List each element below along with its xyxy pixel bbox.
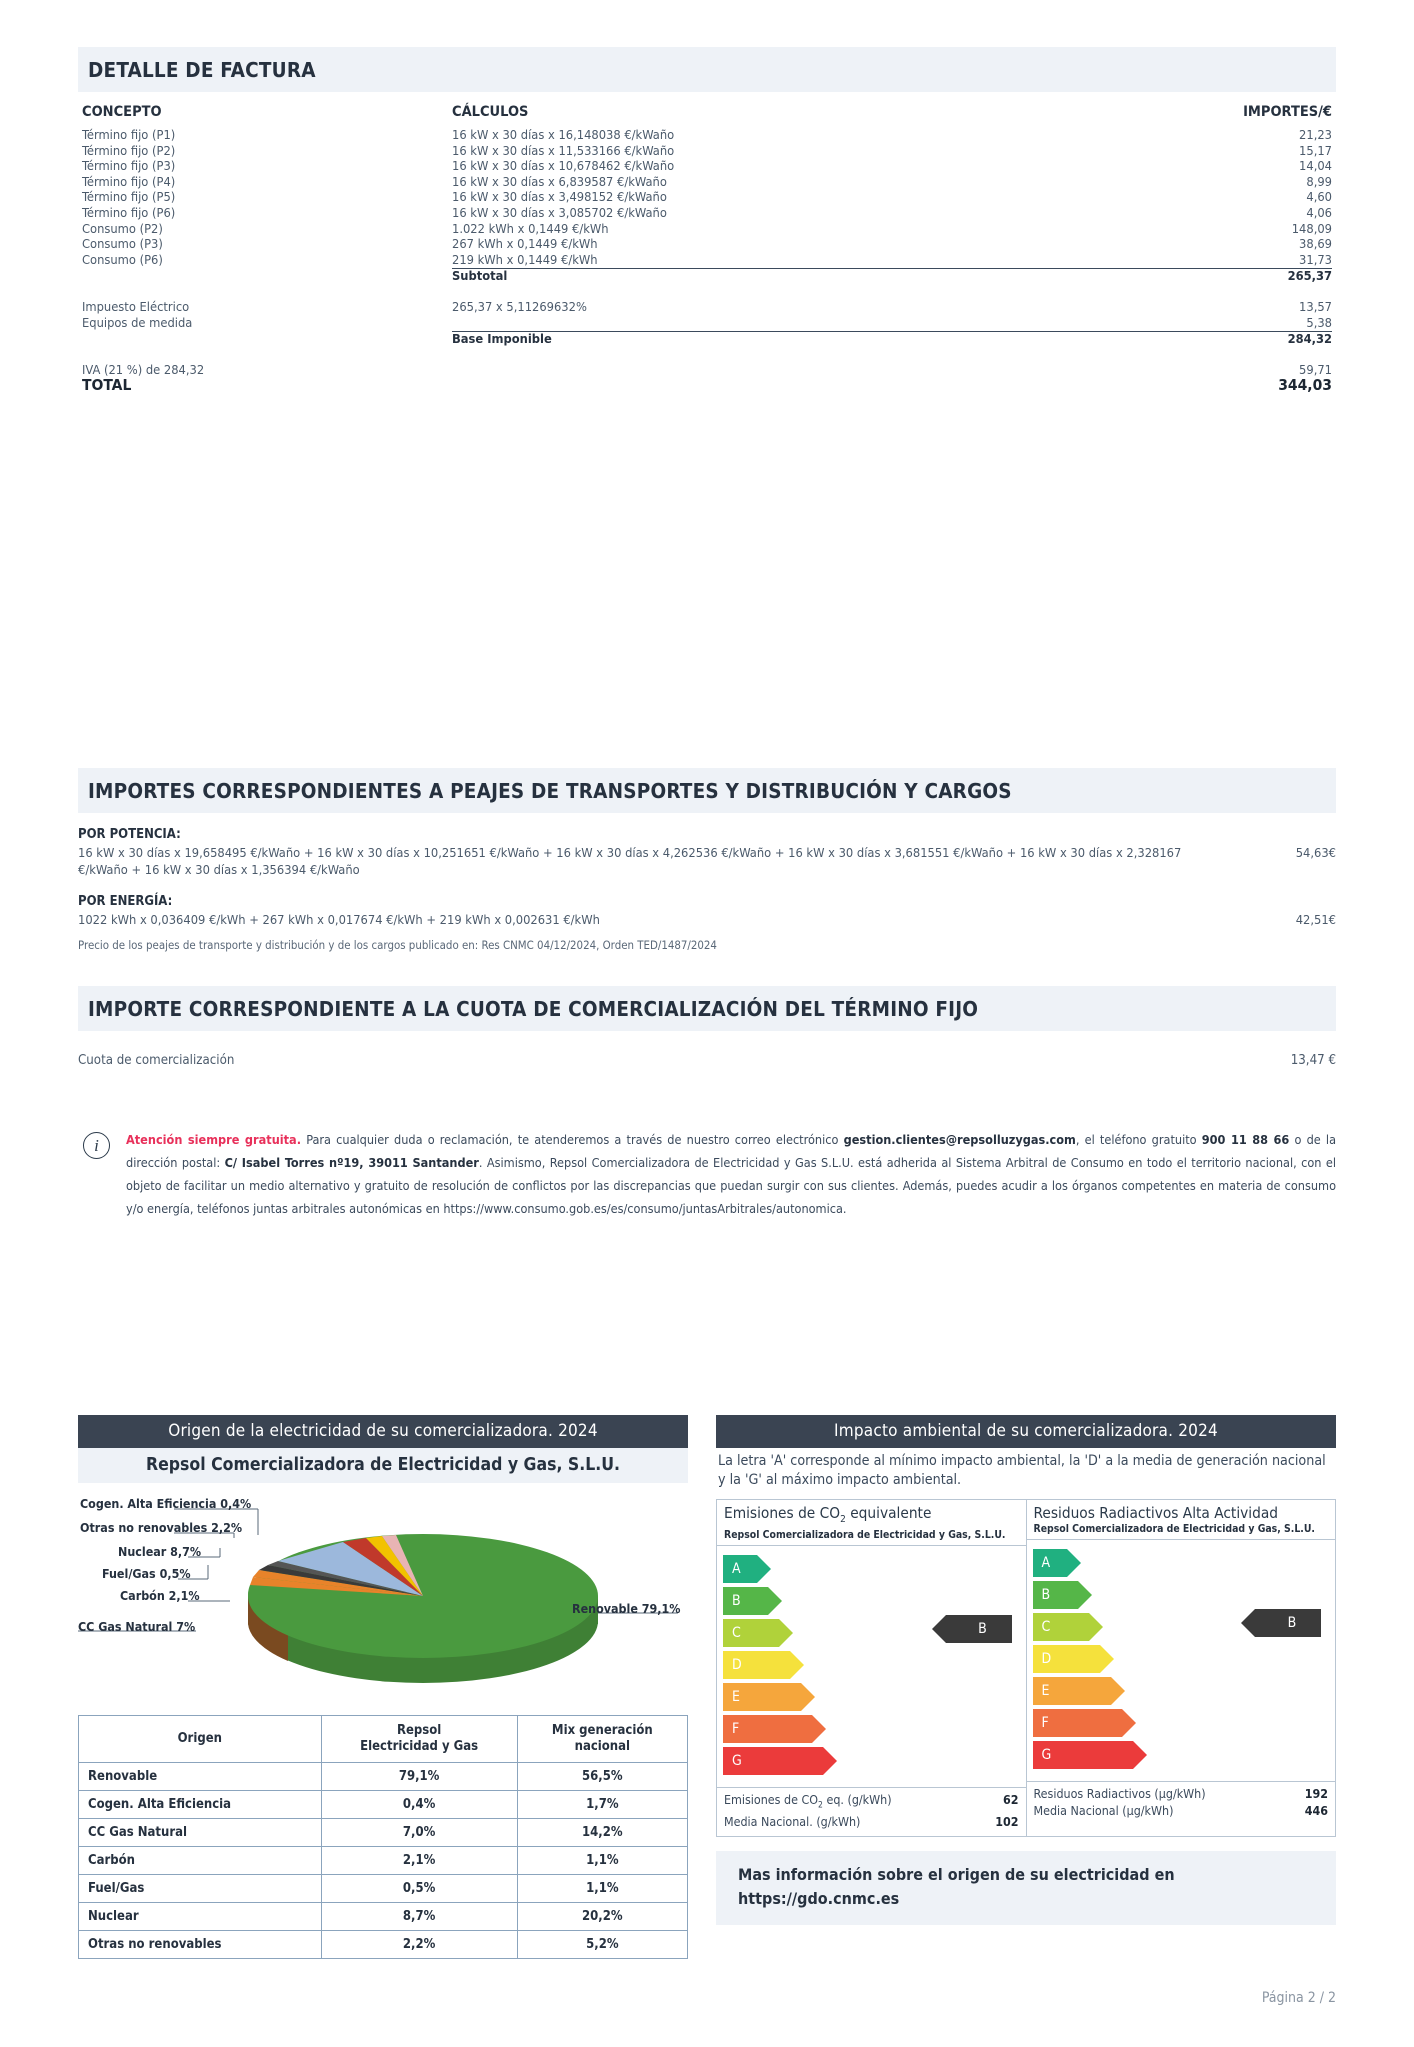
- origen-cell-name: Otras no renovables: [79, 1931, 322, 1959]
- invoice-page-2: [0, 47, 1414, 2047]
- detail-calculo: 1.022 kWh x 0,1449 €/kWh: [452, 221, 609, 237]
- more-info-box: Mas información sobre el origen de su electricidad en https://gdo.cnmc.es: [716, 1851, 1336, 1925]
- detail-calculo: 16 kW x 30 días x 10,678462 €/kWaño: [452, 159, 675, 175]
- pie-label-renovable: Renovable 79,1%: [572, 1601, 681, 1616]
- eco-bar-letter: D: [1041, 1651, 1052, 1667]
- eco-labels-grid: [716, 1499, 1336, 1837]
- origen-cell-name: CC Gas Natural: [79, 1819, 322, 1847]
- origen-cell-nacional: 20,2%: [517, 1903, 687, 1931]
- detail-row: [78, 159, 1336, 175]
- eco-grade-row-f-co2: [723, 1715, 1020, 1743]
- eco-col-residuos: [1026, 1500, 1336, 1836]
- detail-spacer: [78, 285, 1336, 300]
- origen-th-repsol-l2: Electricidad y Gas: [360, 1739, 479, 1754]
- detail-importe: 21,23: [1299, 128, 1332, 143]
- table-row: [79, 1931, 688, 1959]
- table-row: [79, 1847, 688, 1875]
- eco-grade-row-a-residuos: [1033, 1549, 1330, 1577]
- potencia-formula: 16 kW x 30 días x 19,658495 €/kWaño + 16 kW x 30 días x 10,251651 €/kWaño + 16 kW x 30 días x 4,262536 €/kWaño + 16 kW x 30 días x 3,681551 €/kWaño + 16 kW x 30 días x 2,328167 €/kWaño + 16 kW x 30 días x 1,356394 €/kWaño: [78, 845, 1182, 879]
- customer-notice: [78, 1128, 1336, 1220]
- eco-bar-a: [723, 1555, 757, 1583]
- detail-concepto: Término fijo (P5): [82, 190, 176, 206]
- origen-cell-repsol: 8,7%: [321, 1903, 517, 1931]
- impacto-bar-title: Impacto ambiental de su comercializadora. 2024: [716, 1415, 1336, 1448]
- detail-importe: 59,71: [1299, 362, 1332, 378]
- eco-bar-letter: F: [732, 1721, 740, 1738]
- notice-highlight: Atención siempre gratuita.: [126, 1132, 302, 1148]
- eco-head-co2: [717, 1500, 1026, 1546]
- detail-calculo: 267 kWh x 0,1449 €/kWh: [452, 237, 598, 253]
- eco-row-co2-media: [724, 1814, 1019, 1831]
- detail-concepto: Equipos de medida: [82, 315, 193, 331]
- detail-importe: 13,57: [1299, 299, 1332, 315]
- origen-th-repsol-l1: Repsol: [396, 1723, 442, 1738]
- pie-label-otras: Otras no renovables 2,2%: [80, 1520, 243, 1535]
- section-title-cuota: IMPORTE CORRESPONDIENTE A LA CUOTA DE COMERCIALIZACIÓN DEL TÉRMINO FIJO: [78, 986, 1336, 1031]
- eco-bar-c: [723, 1619, 779, 1647]
- detail-row: [78, 253, 1336, 270]
- detail-importe: 15,17: [1299, 143, 1332, 159]
- detail-row: [78, 237, 1336, 253]
- eco-title-residuos: Residuos Radiactivos Alta Actividad: [1033, 1504, 1279, 1522]
- origen-cell-name: Carbón: [79, 1847, 322, 1875]
- notice-t1: Para cualquier duda o reclamación, te atenderemos a través de nuestro correo electrónico: [301, 1132, 844, 1148]
- peajes-note: Precio de los peajes de transporte y distribución y de los cargos publicado en: Res CNMC 04/12/2024, Orden TED/1487/2024: [78, 938, 717, 953]
- detail-row: [78, 128, 1336, 144]
- label-por-potencia: POR POTENCIA:: [78, 826, 181, 842]
- page-number: Página 2 / 2: [1261, 1990, 1336, 2006]
- eco-scale-co2: [717, 1546, 1026, 1787]
- origen-th-nacional-l2: nacional: [574, 1739, 631, 1754]
- eco-grade-row-e-residuos: [1033, 1677, 1330, 1705]
- eco-grade-row-c-co2: [723, 1619, 1020, 1647]
- eco-value-co2: 62: [1002, 1792, 1019, 1808]
- detail-concepto: TOTAL: [82, 376, 132, 395]
- eco-col-co2: [717, 1500, 1026, 1836]
- detail-importe: 14,04: [1299, 159, 1332, 175]
- detail-calculo: [452, 363, 1152, 379]
- cuota-section: [78, 986, 1336, 1068]
- detail-concepto: Consumo (P2): [82, 221, 163, 237]
- detail-calculo: Base Imponible: [452, 332, 552, 348]
- detail-calculo: 16 kW x 30 días x 3,498152 €/kWaño: [452, 190, 667, 206]
- detail-concepto: Término fijo (P2): [82, 143, 176, 159]
- detail-calculo: 219 kWh x 0,1449 €/kWh: [452, 253, 1152, 270]
- detail-concepto: Consumo (P6): [82, 252, 163, 268]
- impacto-panel: [716, 1415, 1336, 1959]
- origen-table: [78, 1715, 688, 1959]
- detail-concepto: Término fijo (P4): [82, 174, 176, 190]
- eco-grade-row-g-co2: [723, 1747, 1020, 1775]
- detail-concepto: Término fijo (P6): [82, 205, 176, 221]
- detail-concepto: Consumo (P3): [82, 237, 163, 253]
- detail-concepto: [82, 269, 452, 285]
- detail-importe: 4,60: [1306, 190, 1332, 206]
- eco-bar-e: [1033, 1677, 1111, 1705]
- origen-cell-repsol: 2,1%: [321, 1847, 517, 1875]
- bottom-panels: [78, 1415, 1336, 1959]
- eco-bar-letter: A: [1041, 1555, 1051, 1571]
- pie-label-nuclear: Nuclear 8,7%: [118, 1544, 202, 1559]
- eco-foot-residuos: [1027, 1781, 1336, 1824]
- eco-row-res-media: [1034, 1803, 1329, 1820]
- detail-importe: 284,32: [1287, 332, 1332, 348]
- detail-concepto: Término fijo (P1): [82, 128, 176, 143]
- detail-row: [78, 206, 1336, 222]
- detail-importe: 265,37: [1287, 269, 1332, 285]
- notice-email: gestion.clientes@repsolluzygas.com: [843, 1132, 1076, 1148]
- origen-bar-title: Origen de la electricidad de su comercializadora. 2024: [78, 1415, 688, 1448]
- detail-calculo: Subtotal: [452, 269, 508, 285]
- origen-panel: [78, 1415, 688, 1959]
- cuota-amount: 13,47 €: [1290, 1053, 1336, 1069]
- eco-bar-a: [1033, 1549, 1067, 1577]
- eco-bar-letter: G: [732, 1753, 742, 1770]
- energia-formula: 1022 kWh x 0,036409 €/kWh + 267 kWh x 0,017674 €/kWh + 219 kWh x 0,002631 €/kWh: [78, 912, 600, 928]
- eco-bar-b: [723, 1587, 768, 1615]
- origen-table-header-row: [79, 1716, 688, 1763]
- origen-cell-name: Nuclear: [79, 1903, 322, 1931]
- origen-cell-repsol: 0,5%: [321, 1875, 517, 1903]
- detail-concepto: Impuesto Eléctrico: [82, 299, 190, 315]
- eco-label-res-media: Media Nacional (µg/kWh): [1033, 1802, 1174, 1818]
- label-por-energia: POR ENERGÍA:: [78, 893, 173, 909]
- table-row: [79, 1819, 688, 1847]
- detail-concepto: Término fijo (P3): [82, 159, 176, 175]
- eco-scale-residuos: [1027, 1540, 1336, 1781]
- eco-bar-letter: C: [1041, 1619, 1051, 1635]
- origen-cell-repsol: 2,2%: [321, 1931, 517, 1959]
- detail-calculo: 16 kW x 30 días x 16,148038 €/kWaño: [452, 128, 675, 143]
- eco-bar-c: [1033, 1613, 1089, 1641]
- detail-row: [78, 175, 1336, 191]
- origen-cell-repsol: 7,0%: [321, 1819, 517, 1847]
- eco-bar-g: [1033, 1741, 1133, 1769]
- header-calculos: CÁLCULOS: [452, 104, 529, 120]
- impacto-description: La letra 'A' corresponde al mínimo impacto ambiental, la 'D' a la media de generación nacional y la 'G' al máximo impacto ambiental.: [718, 1453, 1326, 1488]
- origen-cell-nacional: 5,2%: [517, 1931, 687, 1959]
- peajes-section: [78, 768, 1336, 953]
- eco-media-co2: 102: [995, 1814, 1019, 1830]
- notice-t2: , el teléfono gratuito: [1075, 1132, 1202, 1148]
- origen-table-body: [79, 1763, 688, 1959]
- eco-label-co2-value: Emisiones de $CO_2$ eq. (g/kWh): [724, 1792, 892, 1811]
- eco-bar-letter: D: [732, 1657, 742, 1674]
- notice-phone: 900 11 88 66: [1201, 1132, 1290, 1148]
- eco-grade-row-e-co2: [723, 1683, 1020, 1711]
- detail-calculo: [452, 316, 1152, 333]
- eco-company-co2: Repsol Comercializadora de Electricidad y Gas, S.L.U.: [724, 1529, 1006, 1542]
- eco-head-residuos: [1027, 1500, 1336, 1540]
- eco-grade-row-d-residuos: [1033, 1645, 1330, 1673]
- detail-calculo: 16 kW x 30 días x 11,533166 €/kWaño: [452, 143, 675, 159]
- eco-grade-marker-residuos: B: [1255, 1609, 1321, 1637]
- eco-bar-letter: E: [732, 1689, 740, 1706]
- origen-pie-chart: [78, 1491, 688, 1701]
- detail-row: [78, 190, 1336, 206]
- origen-cell-nacional: 1,1%: [517, 1847, 687, 1875]
- origen-cell-name: Cogen. Alta Eficiencia: [79, 1791, 322, 1819]
- header-concepto: CONCEPTO: [82, 104, 162, 120]
- eco-bar-letter: B: [1041, 1587, 1051, 1603]
- origen-th-repsol: [321, 1716, 517, 1763]
- detail-importe: 5,38: [1152, 316, 1332, 333]
- detail-importe: 31,73: [1152, 253, 1332, 270]
- eco-grade-row-b-residuos: [1033, 1581, 1330, 1631]
- eco-bar-e: [723, 1683, 801, 1711]
- eco-row-res-value: [1034, 1786, 1329, 1803]
- invoice-detail-section: [78, 47, 1336, 394]
- origen-cell-nacional: 1,7%: [517, 1791, 687, 1819]
- notice-address: C/ Isabel Torres nº19, 39011 Santander: [224, 1155, 479, 1171]
- eco-grade-row-d-co2: [723, 1651, 1020, 1679]
- pie-label-carbon: Carbón 2,1%: [120, 1588, 200, 1603]
- detail-row: [78, 269, 1336, 285]
- table-row: [79, 1875, 688, 1903]
- detail-calculo: 265,37 x 5,11269632%: [452, 299, 587, 315]
- eco-bar-letter: F: [1041, 1715, 1049, 1731]
- eco-grade-marker-co2: B: [946, 1615, 1012, 1643]
- detail-importe: 8,99: [1306, 174, 1332, 190]
- eco-bar-f: [1033, 1709, 1122, 1737]
- potencia-amount: 54,63€: [1295, 845, 1336, 861]
- origen-cell-nacional: 1,1%: [517, 1875, 687, 1903]
- eco-bar-g: [723, 1747, 823, 1775]
- eco-grade-row-c-residuos: [1033, 1613, 1330, 1641]
- eco-grade-row-f-residuos: [1033, 1709, 1330, 1737]
- section-title-detalle: DETALLE DE FACTURA: [78, 47, 1336, 92]
- pie-label-cogen: Cogen. Alta Eficiencia 0,4%: [80, 1496, 252, 1511]
- origen-cell-repsol: 79,1%: [321, 1763, 517, 1791]
- notice-text: [126, 1128, 1336, 1220]
- table-row: [79, 1791, 688, 1819]
- detail-calculo: 16 kW x 30 días x 3,085702 €/kWaño: [452, 205, 667, 221]
- detail-row: [78, 378, 1336, 394]
- eco-grade-row-b-co2: [723, 1587, 1020, 1638]
- eco-grade-row-g-residuos: [1033, 1741, 1330, 1769]
- detail-row: [78, 300, 1336, 316]
- energia-row: [78, 912, 1336, 930]
- info-icon: [83, 1132, 110, 1159]
- origen-cell-name: Renovable: [79, 1763, 322, 1791]
- eco-bar-letter: G: [1041, 1747, 1052, 1763]
- eco-bar-letter: C: [732, 1625, 741, 1642]
- detail-rows: [78, 128, 1336, 394]
- eco-company-residuos: Repsol Comercializadora de Electricidad y Gas, S.L.U.: [1033, 1523, 1315, 1535]
- detail-importe: 344,03: [1278, 376, 1332, 395]
- detail-concepto: IVA (21 %) de 284,32: [82, 362, 205, 378]
- detail-importe: 4,06: [1306, 205, 1332, 221]
- detail-column-headers: [78, 104, 1336, 120]
- origen-company: Repsol Comercializadora de Electricidad y Gas, S.L.U.: [78, 1448, 688, 1483]
- table-row: [79, 1763, 688, 1791]
- eco-value-res: 192: [1304, 1786, 1328, 1801]
- detail-row: [78, 332, 1336, 348]
- origen-th-nacional: [517, 1716, 687, 1763]
- notice-t3: o de la dirección postal:: [126, 1132, 1337, 1171]
- detail-calculo: [452, 378, 1152, 394]
- detail-row: [78, 363, 1336, 379]
- table-row: [79, 1903, 688, 1931]
- cuota-label: Cuota de comercialización: [78, 1053, 235, 1069]
- section-title-peajes: IMPORTES CORRESPONDIENTES A PEAJES DE TRANSPORTES Y DISTRIBUCIÓN Y CARGOS: [78, 768, 1336, 813]
- eco-bar-d: [723, 1651, 790, 1679]
- origen-cell-name: Fuel/Gas: [79, 1875, 322, 1903]
- eco-bar-f: [723, 1715, 812, 1743]
- detail-calculo: 16 kW x 30 días x 6,839587 €/kWaño: [452, 174, 667, 190]
- eco-bar-d: [1033, 1645, 1100, 1673]
- detail-row: [78, 144, 1336, 160]
- origen-th-origen: Origen: [79, 1716, 322, 1763]
- energia-amount: 42,51€: [1295, 912, 1336, 928]
- origen-cell-nacional: 56,5%: [517, 1763, 687, 1791]
- eco-grade-row-a-co2: [723, 1555, 1020, 1583]
- detail-spacer: [78, 348, 1336, 363]
- eco-row-co2-value: [724, 1792, 1019, 1814]
- eco-media-res: 446: [1304, 1802, 1328, 1818]
- origen-th-nacional-l1: Mix generación: [551, 1723, 653, 1738]
- eco-bar-b: [1033, 1581, 1078, 1609]
- eco-bar-letter: B: [732, 1593, 741, 1610]
- pie-label-fuelgas: Fuel/Gas 0,5%: [102, 1566, 191, 1581]
- cuota-row: [78, 1053, 1336, 1068]
- potencia-row: [78, 845, 1336, 880]
- origen-cell-repsol: 0,4%: [321, 1791, 517, 1819]
- eco-label-res-value: Residuos Radiactivos (µg/kWh): [1033, 1786, 1206, 1801]
- detail-importe: 148,09: [1291, 221, 1332, 237]
- eco-title-co2: Emisiones de $CO_2$ equivalente: [724, 1504, 932, 1526]
- detail-row: [78, 316, 1336, 333]
- detail-importe: 38,69: [1299, 237, 1332, 253]
- eco-bar-letter: A: [732, 1561, 741, 1578]
- header-importes: IMPORTES/€: [1243, 104, 1332, 120]
- detail-row: [78, 222, 1336, 238]
- eco-bar-letter: E: [1041, 1683, 1050, 1699]
- detail-concepto: [82, 332, 452, 348]
- eco-foot-co2: [717, 1787, 1026, 1835]
- origen-cell-nacional: 14,2%: [517, 1819, 687, 1847]
- notice-t4: . Asimismo, Repsol Comercializadora de Electricidad y Gas S.L.U. está adherida al Sistema Arbitral de Consumo en todo el territorio nacional, con el objeto de facilitar un medio alternativo y gratuito de resolución de conflictos por las discrepancias que puedan surgir con sus clientes. Además, puedes acudir a los órganos competentes en materia de consumo y/o energía, teléfonos juntas arbitrales autonómicas en https://www.consumo.gob.es/es/consumo/juntasArbitrales/autonomica.: [126, 1155, 1336, 1217]
- eco-label-co2-media: Media Nacional. (g/kWh): [724, 1814, 861, 1830]
- pie-label-ccgas: CC Gas Natural 7%: [78, 1619, 196, 1634]
